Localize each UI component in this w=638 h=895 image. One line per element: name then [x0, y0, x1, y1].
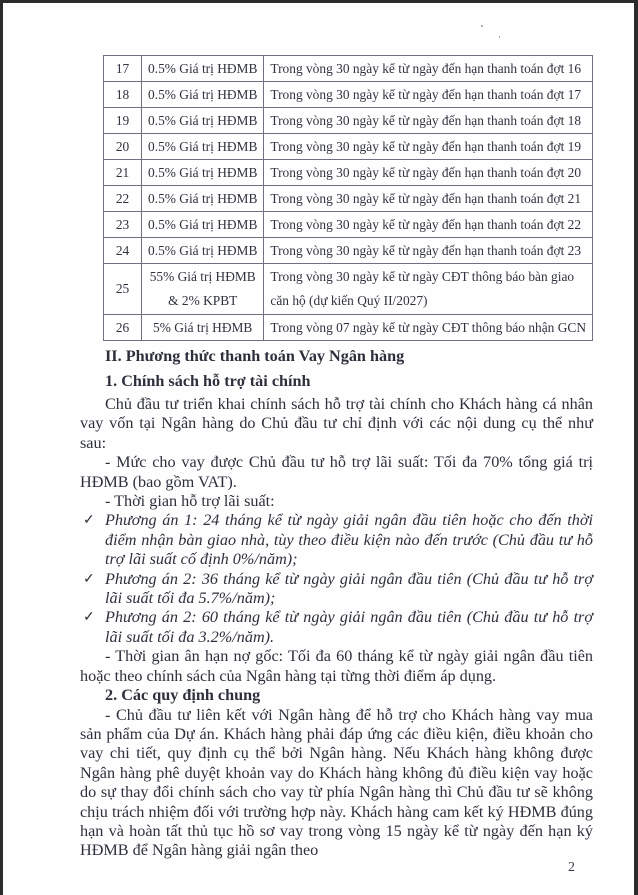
- installment-deadline: Trong vòng 07 ngày kể từ ngày CĐT thông báo nhận GCN: [264, 315, 593, 341]
- table-row: [104, 238, 593, 264]
- option-item: [80, 511, 593, 569]
- payment-schedule-table: [103, 55, 593, 341]
- installment-deadline: Trong vòng 30 ngày kể từ ngày đến hạn thanh toán đợt 20: [264, 160, 593, 186]
- subsection-heading-general-rules: 2. Các quy định chung: [105, 686, 261, 705]
- installment-number: 26: [104, 315, 142, 341]
- support-time-paragraph: - Thời gian hỗ trợ lãi suất:: [105, 492, 275, 511]
- installment-amount: 0.5% Giá trị HĐMB: [142, 212, 264, 238]
- grace-period-paragraph: - Thời gian ân hạn nợ gốc: Tối đa 60 tháng kể từ ngày giải ngân đầu tiên hoặc theo chính sách của Ngân hàng tại từng thời điểm áp dụng.: [80, 647, 593, 685]
- installment-number: 24: [104, 238, 142, 264]
- installment-amount: 0.5% Giá trị HĐMB: [142, 160, 264, 186]
- table-row: [104, 108, 593, 134]
- section-heading: II. Phương thức thanh toán Vay Ngân hàng: [105, 347, 405, 365]
- checkmark-icon: ✓: [83, 513, 95, 529]
- installment-amount: 0.5% Giá trị HĐMB: [142, 186, 264, 212]
- installment-deadline: Trong vòng 30 ngày kể từ ngày đến hạn thanh toán đợt 17: [264, 82, 593, 108]
- installment-deadline: Trong vòng 30 ngày kể từ ngày đến hạn thanh toán đợt 16: [264, 56, 593, 82]
- installment-number: 17: [104, 56, 142, 82]
- installment-deadline: Trong vòng 30 ngày kể từ ngày đến hạn thanh toán đợt 23: [264, 238, 593, 264]
- intro-paragraph: Chủ đầu tư triển khai chính sách hỗ trợ tài chính cho Khách hàng cá nhân vay vốn tại Ngân hàng do Chủ đầu tư chỉ định với các nội dung cụ thể như sau:: [80, 395, 593, 452]
- loan-amount-paragraph: - Mức cho vay được Chủ đầu tư hỗ trợ lãi suất: Tối đa 70% tổng giá trị HĐMB (bao gồm VAT).: [80, 453, 593, 491]
- checkmark-icon: ✓: [83, 610, 95, 626]
- installment-deadline: Trong vòng 30 ngày kể từ ngày CĐT thông báo bàn giao căn hộ (dự kiến Quý II/2027): [264, 264, 593, 315]
- option-text: Phương án 2: 60 tháng kể từ ngày giải ngân đầu tiên (Chủ đầu tư hỗ trợ lãi suất tối đa 3.2%/năm).: [105, 608, 593, 646]
- subsection-heading-financial-support: 1. Chính sách hỗ trợ tài chính: [105, 372, 311, 390]
- installment-deadline: Trong vòng 30 ngày kể từ ngày đến hạn thanh toán đợt 21: [264, 186, 593, 212]
- table-row: [104, 160, 593, 186]
- installment-number: 25: [104, 264, 142, 315]
- installment-deadline: Trong vòng 30 ngày kể từ ngày đến hạn thanh toán đợt 18: [264, 108, 593, 134]
- installment-number: 22: [104, 186, 142, 212]
- table-row: [104, 264, 593, 315]
- checkmark-icon: ✓: [83, 571, 95, 587]
- installment-amount: 0.5% Giá trị HĐMB: [142, 134, 264, 160]
- table-row: [104, 186, 593, 212]
- installment-deadline: Trong vòng 30 ngày kể từ ngày đến hạn thanh toán đợt 19: [264, 134, 593, 160]
- installment-amount: 0.5% Giá trị HĐMB: [142, 56, 264, 82]
- installment-number: 18: [104, 82, 142, 108]
- installment-number: 23: [104, 212, 142, 238]
- page-number: 2: [568, 860, 575, 875]
- installment-amount: 0.5% Giá trị HĐMB: [142, 238, 264, 264]
- table-row: [104, 82, 593, 108]
- general-rules-paragraph: - Chủ đầu tư liên kết với Ngân hàng để hỗ trợ cho Khách hàng vay mua sản phẩm của Dự án. Khách hàng phải đáp ứng các điều kiện, điều khoản cho vay chi tiết, quy định cụ thể bởi Ngân hàng. Nếu Khách hàng không được Ngân hàng phê duyệt khoản vay do Khách hàng không đủ điều kiện vay hoặc do sự thay đổi chính sách cho vay từ phía Ngân hàng thì Chủ đầu tư sẽ không chịu trách nhiệm đối với trường hợp này. Khách hàng cam kết ký HĐMB đúng hạn và hoàn tất thủ tục hồ sơ vay trong vòng 15 ngày kể từ ngày đến hạn ký HĐMB để Ngân hàng giải ngân theo: [80, 705, 593, 860]
- installment-amount: 5% Giá trị HĐMB: [142, 315, 264, 341]
- table-row: [104, 212, 593, 238]
- installment-number: 21: [104, 160, 142, 186]
- installment-amount: [142, 264, 264, 315]
- installment-number: 20: [104, 134, 142, 160]
- scan-speck: [499, 36, 500, 38]
- option-item: [80, 570, 593, 609]
- table-row: [104, 56, 593, 82]
- section-ii: [80, 346, 593, 861]
- installment-deadline: Trong vòng 30 ngày kể từ ngày đến hạn thanh toán đợt 22: [264, 212, 593, 238]
- table-row: [104, 315, 593, 341]
- option-text: Phương án 1: 24 tháng kể từ ngày giải ngân đầu tiên hoặc cho đến thời điểm nhận bàn giao nhà, tùy theo điều kiện nào đến trước (Chủ đầu tư hỗ trợ lãi suất cố định 0%/năm);: [105, 511, 593, 569]
- installment-amount: 0.5% Giá trị HĐMB: [142, 82, 264, 108]
- options-list: [80, 511, 593, 647]
- installment-number: 19: [104, 108, 142, 134]
- scan-speck: [481, 25, 483, 27]
- installment-amount: 0.5% Giá trị HĐMB: [142, 108, 264, 134]
- table-row: [104, 134, 593, 160]
- amount-line: & 2% KPBT: [168, 293, 238, 308]
- option-text: Phương án 2: 36 tháng kể từ ngày giải ngân đầu tiên (Chủ đầu tư hỗ trợ lãi suất tối đa 5.7%/năm);: [105, 569, 593, 608]
- amount-line: 55% Giá trị HĐMB: [149, 269, 256, 284]
- window-frame-edge: [634, 0, 638, 895]
- document-page: [3, 3, 634, 895]
- option-item: [80, 608, 593, 647]
